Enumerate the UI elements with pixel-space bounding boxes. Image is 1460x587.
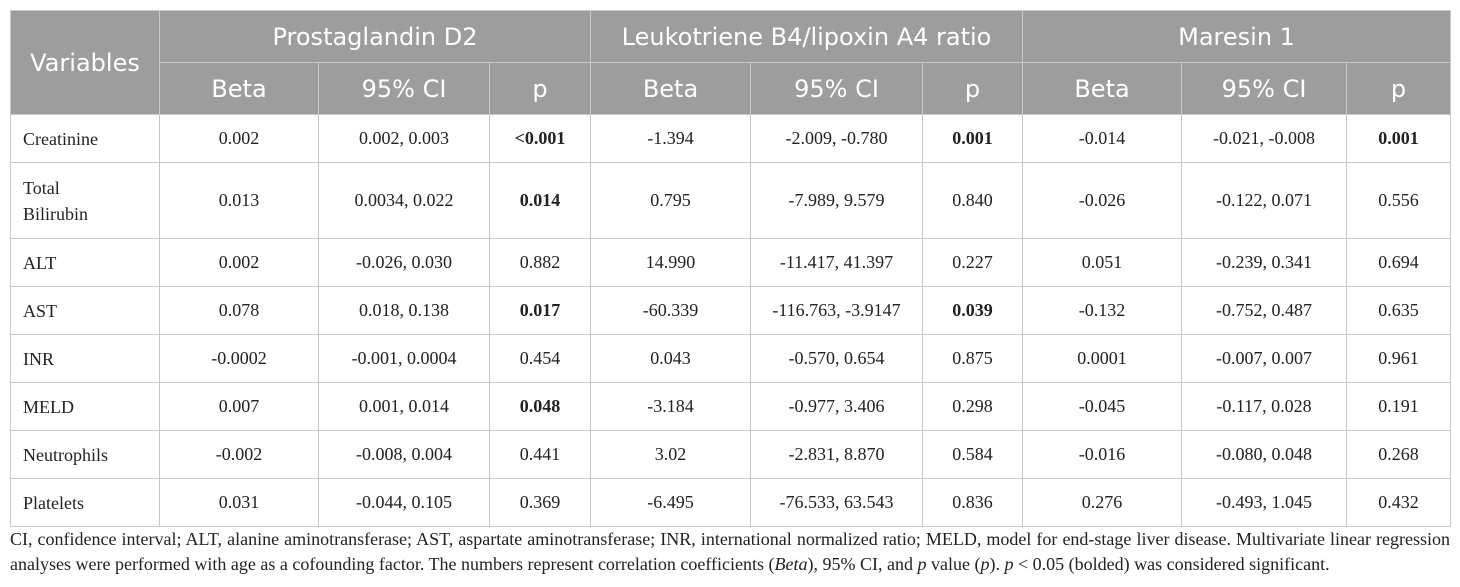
table-cell: 0.031: [160, 479, 319, 527]
table-cell: 0.836: [923, 479, 1023, 527]
table-cell: -3.184: [591, 383, 751, 431]
table-cell: -0.026, 0.030: [319, 239, 490, 287]
table-body: [11, 115, 1451, 527]
table-cell: 0.882: [490, 239, 591, 287]
table-cell: 0.001, 0.014: [319, 383, 490, 431]
table-cell: 0.584: [923, 431, 1023, 479]
table-cell: 0.078: [160, 287, 319, 335]
group-header-prostaglandin: Prostaglandin D2: [160, 11, 591, 63]
table-cell: 0.048: [490, 383, 591, 431]
table-row: [11, 163, 1451, 239]
table-cell: -11.417, 41.397: [751, 239, 923, 287]
variables-header: Variables: [11, 11, 160, 115]
row-label: INR: [11, 335, 160, 383]
table-cell: 0.840: [923, 163, 1023, 239]
table-cell: 0.441: [490, 431, 591, 479]
row-label: Total Bilirubin: [11, 163, 160, 239]
subheader-beta: Beta: [160, 63, 319, 115]
table-row: [11, 115, 1451, 163]
table-cell: -0.021, -0.008: [1182, 115, 1347, 163]
table-cell: 0.043: [591, 335, 751, 383]
footnote-p: p: [980, 554, 990, 574]
table-cell: -0.493, 1.045: [1182, 479, 1347, 527]
footnote-text: value (: [926, 554, 981, 574]
table-cell: 0.0001: [1023, 335, 1182, 383]
table-cell: -0.002: [160, 431, 319, 479]
table-cell: -0.016: [1023, 431, 1182, 479]
table-row: [11, 479, 1451, 527]
table-cell: -0.752, 0.487: [1182, 287, 1347, 335]
footnote-text: < 0.05 (bolded) was considered significant.: [1013, 554, 1330, 574]
footnote-beta: Beta: [774, 554, 808, 574]
table-row: [11, 431, 1451, 479]
subheader-p: p: [490, 63, 591, 115]
row-label: AST: [11, 287, 160, 335]
table-cell: 0.276: [1023, 479, 1182, 527]
table-cell: 14.990: [591, 239, 751, 287]
table-cell: -0.080, 0.048: [1182, 431, 1347, 479]
subheader-ci: 95% CI: [1182, 63, 1347, 115]
table-cell: 0.268: [1347, 431, 1451, 479]
table-cell: -0.044, 0.105: [319, 479, 490, 527]
footnote-text: ).: [989, 554, 1005, 574]
table-footnote: [10, 527, 1450, 577]
table-cell: -2.831, 8.870: [751, 431, 923, 479]
table-cell: -2.009, -0.780: [751, 115, 923, 163]
table-cell: 0.961: [1347, 335, 1451, 383]
table-cell: 0.369: [490, 479, 591, 527]
table-cell: -0.007, 0.007: [1182, 335, 1347, 383]
subheader-ci: 95% CI: [751, 63, 923, 115]
table-cell: 0.018, 0.138: [319, 287, 490, 335]
table-cell: 0.051: [1023, 239, 1182, 287]
table-row: [11, 383, 1451, 431]
table-cell: 0.875: [923, 335, 1023, 383]
row-label: ALT: [11, 239, 160, 287]
table-cell: 0.014: [490, 163, 591, 239]
table-cell: 0.298: [923, 383, 1023, 431]
group-header-maresin: Maresin 1: [1023, 11, 1451, 63]
table-cell: 0.002: [160, 239, 319, 287]
table-cell: 0.017: [490, 287, 591, 335]
footnote-p: p: [1004, 554, 1014, 574]
footnote-p: p: [917, 554, 927, 574]
table-cell: 0.227: [923, 239, 1023, 287]
subheader-beta: Beta: [591, 63, 751, 115]
row-label: Platelets: [11, 479, 160, 527]
table-row: [11, 287, 1451, 335]
table-cell: 0.556: [1347, 163, 1451, 239]
table-cell: 0.002: [160, 115, 319, 163]
table-cell: 0.0034, 0.022: [319, 163, 490, 239]
table-cell: -1.394: [591, 115, 751, 163]
table-cell: 0.454: [490, 335, 591, 383]
table-cell: 0.191: [1347, 383, 1451, 431]
table-cell: -0.122, 0.071: [1182, 163, 1347, 239]
table-cell: 0.001: [923, 115, 1023, 163]
table-cell: -76.533, 63.543: [751, 479, 923, 527]
table-cell: 3.02: [591, 431, 751, 479]
row-label: Neutrophils: [11, 431, 160, 479]
subheader-beta: Beta: [1023, 63, 1182, 115]
table-cell: 0.039: [923, 287, 1023, 335]
table-cell: -0.001, 0.0004: [319, 335, 490, 383]
table-cell: -0.014: [1023, 115, 1182, 163]
table-cell: -0.026: [1023, 163, 1182, 239]
subheader-p: p: [1347, 63, 1451, 115]
table-cell: -0.977, 3.406: [751, 383, 923, 431]
table-cell: -0.239, 0.341: [1182, 239, 1347, 287]
table-cell: 0.694: [1347, 239, 1451, 287]
table-cell: 0.013: [160, 163, 319, 239]
table-cell: 0.432: [1347, 479, 1451, 527]
table-cell: -0.0002: [160, 335, 319, 383]
table-cell: 0.795: [591, 163, 751, 239]
group-header-leukotriene-ratio: Leukotriene B4/lipoxin A4 ratio: [591, 11, 1023, 63]
table-cell: -6.495: [591, 479, 751, 527]
table-cell: -60.339: [591, 287, 751, 335]
subheader-p: p: [923, 63, 1023, 115]
table-cell: 0.007: [160, 383, 319, 431]
footnote-text: ), 95% CI, and: [807, 554, 918, 574]
row-label: Creatinine: [11, 115, 160, 163]
table-cell: -0.117, 0.028: [1182, 383, 1347, 431]
table-row: [11, 239, 1451, 287]
table-cell: 0.002, 0.003: [319, 115, 490, 163]
results-table: [10, 10, 1451, 527]
row-label: MELD: [11, 383, 160, 431]
table-row: [11, 335, 1451, 383]
table-cell: 0.001: [1347, 115, 1451, 163]
table-cell: 0.635: [1347, 287, 1451, 335]
results-table-container: [10, 10, 1450, 527]
table-cell: -0.132: [1023, 287, 1182, 335]
table-cell: -0.045: [1023, 383, 1182, 431]
table-cell: -7.989, 9.579: [751, 163, 923, 239]
table-cell: -0.570, 0.654: [751, 335, 923, 383]
table-cell: -0.008, 0.004: [319, 431, 490, 479]
table-cell: <0.001: [490, 115, 591, 163]
footnote-text: CI, confidence interval; ALT, alanine aminotransferase; AST, aspartate aminotransferase; INR, international normalized ratio; MELD, model for end-stage liver disease. Multivariate linear regression analyses were performed with age as a cofounding factor. The numbers represent correlation coefficients (: [10, 529, 1450, 574]
table-cell: -116.763, -3.9147: [751, 287, 923, 335]
subheader-ci: 95% CI: [319, 63, 490, 115]
